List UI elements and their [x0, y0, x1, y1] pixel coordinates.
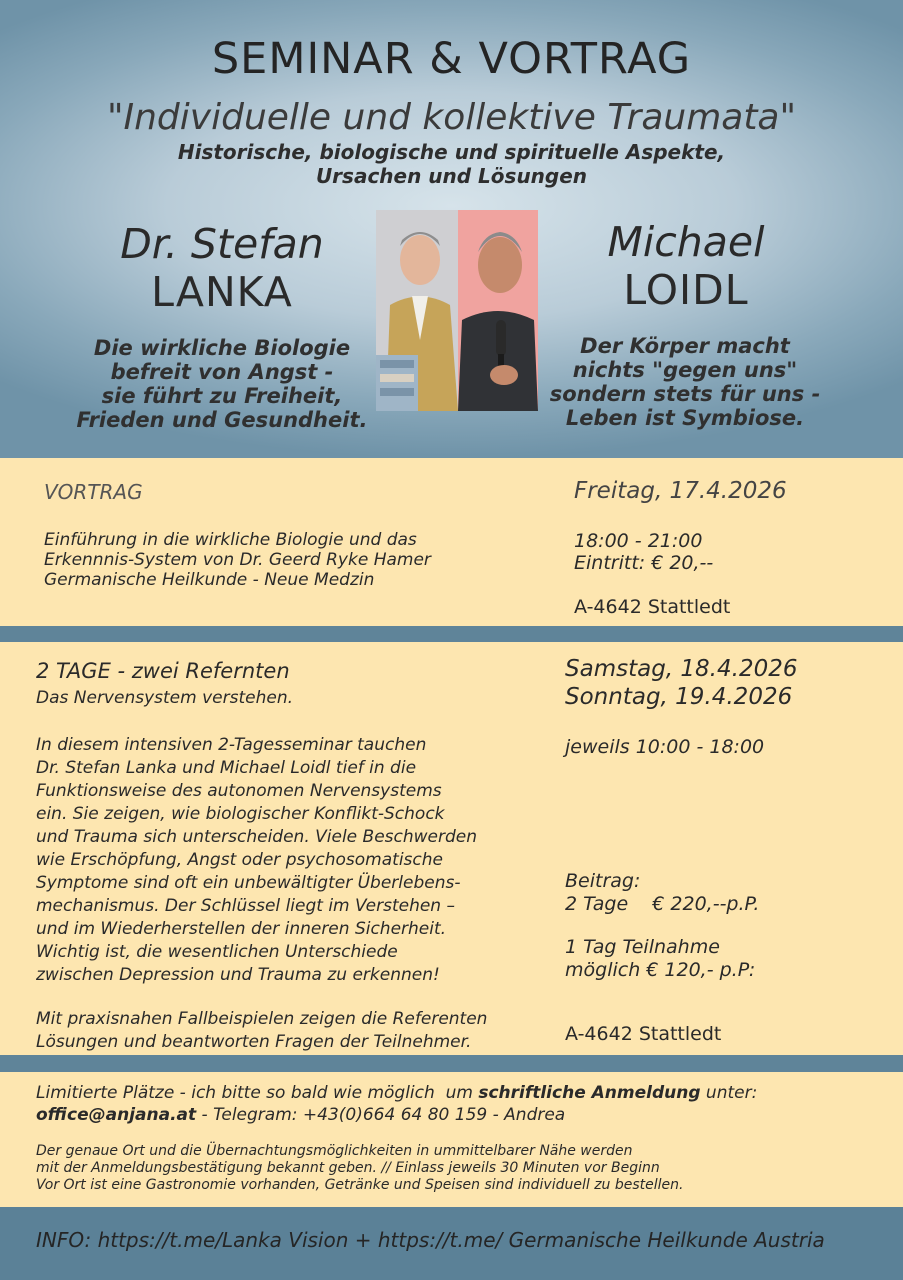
topic-line-1: Historische, biologische und spirituelle Aspekte,: [177, 140, 726, 164]
registration-emphasis: schriftliche Anmeldung: [478, 1083, 701, 1103]
event-subtitle: "Individuelle und kollektive Traumata": [106, 97, 797, 138]
event-title: SEMINAR & VORTRAG: [211, 34, 692, 84]
vortrag-price: Eintritt: € 20,--: [574, 552, 714, 574]
speaker-right-quote-1: Der Körper macht: [580, 334, 790, 358]
seminar-body-1: In diesem intensiven 2-Tagesseminar tauchen: [36, 735, 427, 755]
seminar-time: jeweils 10:00 - 18:00: [565, 736, 765, 758]
vortrag-desc-2: Erkennnis-System von Dr. Geerd Ryke Hamer: [44, 550, 431, 570]
vortrag-desc-1: Einführung in die wirkliche Biologie und das: [44, 530, 417, 550]
speaker-left-quote-3: sie führt zu Freiheit,: [101, 384, 343, 408]
speaker-left-quote-4: Frieden und Gesundheit.: [76, 408, 368, 432]
registration-email-link[interactable]: office@anjana.at: [36, 1105, 197, 1125]
registration-line-1: [36, 1082, 757, 1104]
speaker-left-first-name: Dr. Stefan: [120, 220, 324, 268]
speaker-right-first-name: Michael: [607, 218, 765, 266]
registration-intro-end: unter:: [700, 1083, 758, 1103]
speaker-right-quote-4: Leben ist Symbiose.: [565, 406, 805, 430]
speaker-right-last-name: LOIDL: [623, 266, 749, 314]
seminar-fee-label: Beitrag:: [565, 870, 641, 892]
registration-intro: Limitierte Plätze - ich bitte so bald wie möglich um: [36, 1083, 479, 1103]
seminar-body-6: wie Erschöpfung, Angst oder psychosomatische: [36, 850, 443, 870]
divider-1: [0, 626, 903, 642]
seminar-body-3: Funktionsweise des autonomen Nervensystems: [36, 781, 442, 801]
seminar-date-2: Sonntag, 19.4.2026: [565, 684, 793, 710]
seminar-body-2: Dr. Stefan Lanka und Michael Loidl tief in die: [36, 758, 417, 778]
speaker-left-photo: [376, 210, 458, 411]
divider-2: [0, 1055, 903, 1072]
seminar-fee-one-day-1: 1 Tag Teilnahme: [565, 936, 720, 958]
speaker-right-photo: [458, 210, 538, 411]
registration-note-2: mit der Anmeldungsbestätigung bekannt geben. // Einlass jeweils 30 Minuten vor Beginn: [36, 1160, 660, 1176]
seminar-body2-1: Mit praxisnahen Fallbeispielen zeigen die Referenten: [36, 1009, 488, 1029]
seminar-body-8: mechanismus. Der Schlüssel liegt im Verstehen –: [36, 896, 455, 916]
speaker-left-quote-1: Die wirkliche Biologie: [93, 336, 351, 360]
vortrag-desc-3: Germanische Heilkunde - Neue Medzin: [44, 570, 375, 590]
registration-telegram: - Telegram: +43(0)664 64 80 159 - Andrea: [196, 1105, 566, 1125]
seminar-date-1: Samstag, 18.4.2026: [565, 656, 798, 682]
topic-line-2: Ursachen und Lösungen: [315, 164, 588, 188]
registration-line-2: [36, 1104, 565, 1126]
seminar-location: A-4642 Stattledt: [565, 1023, 722, 1045]
seminar-fee-two-days: 2 Tage € 220,--p.P.: [565, 893, 760, 915]
registration-note-1: Der genaue Ort und die Übernachtungsmöglichkeiten in ummittelbarer Nähe werden: [36, 1143, 633, 1159]
seminar-body-7: Symptome sind oft ein unbewältigter Überlebens-: [36, 873, 461, 893]
seminar-body-4: ein. Sie zeigen, wie biologischer Konflikt-Schock: [36, 804, 445, 824]
seminar-fee-one-day-2: möglich € 120,- p.P:: [565, 959, 756, 981]
speaker-right-quote-2: nichts "gegen uns": [572, 358, 798, 382]
vortrag-date: Freitag, 17.4.2026: [574, 478, 787, 504]
vortrag-location: A-4642 Stattledt: [574, 596, 731, 618]
seminar-sublabel: Das Nervensystem verstehen.: [36, 688, 293, 708]
speaker-left-last-name: LANKA: [151, 268, 293, 316]
seminar-body-11: zwischen Depression und Trauma zu erkennen!: [36, 965, 440, 985]
seminar-body-9: und im Wiederherstellen der inneren Sicherheit.: [36, 919, 447, 939]
speaker-left-quote-2: befreit von Angst -: [110, 360, 334, 384]
seminar-body-5: und Trauma sich unterscheiden. Viele Beschwerden: [36, 827, 478, 847]
vortrag-time: 18:00 - 21:00: [574, 530, 703, 552]
seminar-label: 2 TAGE - zwei Refernten: [36, 659, 290, 683]
footer-info-links[interactable]: INFO: https://t.me/Lanka Vision + https://t.me/ Germanische Heilkunde Austria: [36, 1228, 825, 1252]
seminar-body-10: Wichtig ist, die wesentlichen Unterschiede: [36, 942, 398, 962]
vortrag-label: VORTRAG: [44, 480, 143, 504]
registration-note-3: Vor Ort ist eine Gastronomie vorhanden, Getränke und Speisen sind individuell zu bestellen.: [36, 1177, 684, 1193]
seminar-body2-2: Lösungen und beantworten Fragen der Teilnehmer.: [36, 1032, 472, 1052]
speaker-right-quote-3: sondern stets für uns -: [549, 382, 821, 406]
